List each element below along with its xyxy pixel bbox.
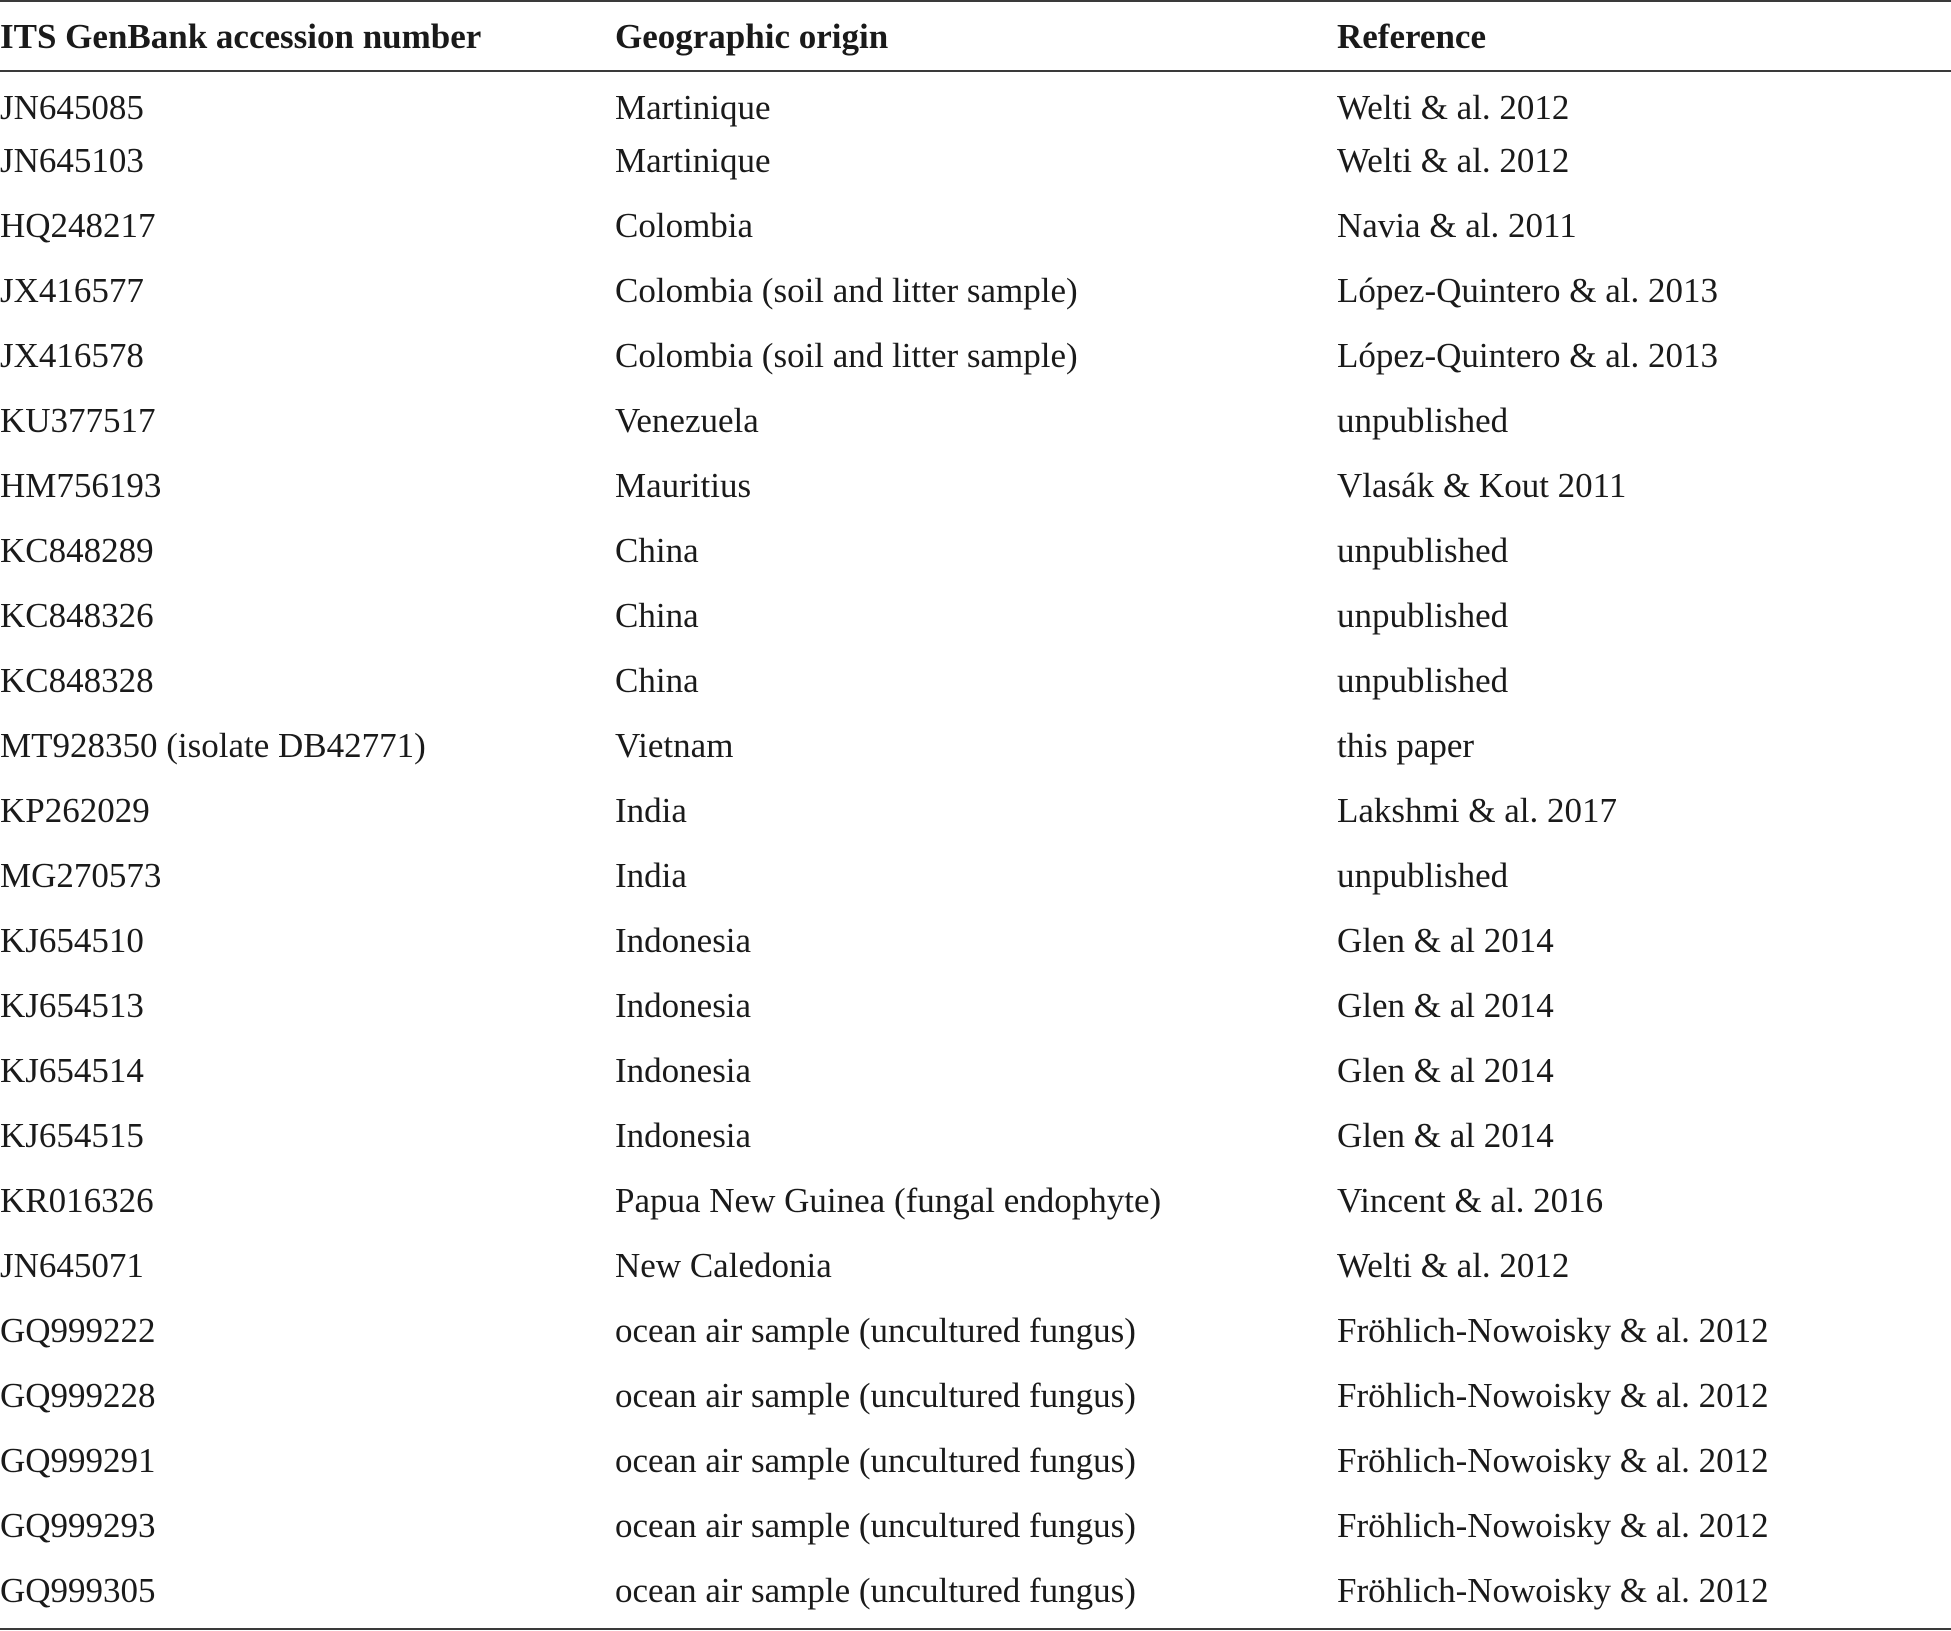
cell-accession: KC848326 xyxy=(0,596,154,635)
cell-reference: this paper xyxy=(1337,726,1475,765)
cell-reference: Glen & al 2014 xyxy=(1337,921,1554,960)
cell-origin: Martinique xyxy=(615,141,771,180)
cell-origin: Colombia (soil and litter sample) xyxy=(615,271,1078,310)
cell-reference: Vincent & al. 2016 xyxy=(1337,1181,1604,1220)
cell-accession: KJ654515 xyxy=(0,1116,144,1155)
cell-origin: China xyxy=(615,661,699,700)
cell-accession: GQ999222 xyxy=(0,1311,156,1350)
cell-accession: KR016326 xyxy=(0,1181,154,1220)
cell-reference: Glen & al 2014 xyxy=(1337,986,1554,1025)
column-header-origin: Geographic origin xyxy=(615,17,889,56)
cell-accession: KP262029 xyxy=(0,791,150,830)
cell-reference: Fröhlich-Nowoisky & al. 2012 xyxy=(1337,1571,1769,1610)
table-row xyxy=(0,853,1951,899)
cell-reference: Glen & al 2014 xyxy=(1337,1051,1554,1090)
cell-origin: Colombia xyxy=(615,206,754,245)
cell-accession: GQ999228 xyxy=(0,1376,156,1415)
cell-origin: ocean air sample (uncultured fungus) xyxy=(615,1571,1136,1610)
cell-accession: JX416577 xyxy=(0,271,144,310)
cell-origin: China xyxy=(615,531,699,570)
table-row xyxy=(0,398,1951,444)
cell-accession: JN645085 xyxy=(0,88,144,127)
cell-origin: India xyxy=(615,856,687,895)
table-row xyxy=(0,333,1951,379)
cell-reference: Welti & al. 2012 xyxy=(1337,88,1570,127)
column-header-accession: ITS GenBank accession number xyxy=(0,17,482,56)
cell-accession: MG270573 xyxy=(0,856,162,895)
cell-accession: KC848328 xyxy=(0,661,154,700)
cell-accession: KJ654514 xyxy=(0,1051,144,1090)
table-row xyxy=(0,203,1951,249)
cell-reference: Welti & al. 2012 xyxy=(1337,141,1570,180)
table-row xyxy=(0,1178,1951,1224)
table-row xyxy=(0,1243,1951,1289)
cell-origin: ocean air sample (uncultured fungus) xyxy=(615,1311,1136,1350)
table-row xyxy=(0,268,1951,314)
cell-accession: MT928350 (isolate DB42771) xyxy=(0,726,426,765)
cell-accession: GQ999293 xyxy=(0,1506,156,1545)
cell-accession: JX416578 xyxy=(0,336,144,375)
table-row xyxy=(0,1113,1951,1159)
cell-accession: KU377517 xyxy=(0,401,156,440)
cell-origin: ocean air sample (uncultured fungus) xyxy=(615,1506,1136,1545)
table-row xyxy=(0,788,1951,834)
cell-accession: KJ654513 xyxy=(0,986,144,1025)
cell-accession: KC848289 xyxy=(0,531,154,570)
table-row xyxy=(0,918,1951,964)
cell-reference: Glen & al 2014 xyxy=(1337,1116,1554,1155)
cell-reference: López-Quintero & al. 2013 xyxy=(1337,271,1719,310)
cell-origin: Colombia (soil and litter sample) xyxy=(615,336,1078,375)
table-row xyxy=(0,593,1951,639)
table-row xyxy=(0,983,1951,1029)
table-row xyxy=(0,658,1951,704)
table-row xyxy=(0,1308,1951,1354)
cell-reference: unpublished xyxy=(1337,401,1509,440)
cell-origin: Indonesia xyxy=(615,986,752,1025)
cell-reference: Lakshmi & al. 2017 xyxy=(1337,791,1617,830)
table-row xyxy=(0,1373,1951,1419)
cell-origin: China xyxy=(615,596,699,635)
cell-accession: HM756193 xyxy=(0,466,162,505)
cell-origin: Venezuela xyxy=(615,401,759,440)
table-row xyxy=(0,1438,1951,1484)
cell-reference: Fröhlich-Nowoisky & al. 2012 xyxy=(1337,1506,1769,1545)
top-rule xyxy=(0,0,1951,2)
cell-reference: unpublished xyxy=(1337,856,1509,895)
cell-reference: López-Quintero & al. 2013 xyxy=(1337,336,1719,375)
table-row xyxy=(0,463,1951,509)
cell-accession: GQ999305 xyxy=(0,1571,156,1610)
cell-reference: unpublished xyxy=(1337,596,1509,635)
cell-reference: unpublished xyxy=(1337,661,1509,700)
cell-accession: JN645071 xyxy=(0,1246,144,1285)
cell-accession: JN645103 xyxy=(0,141,144,180)
header-rule xyxy=(0,70,1951,72)
table-row xyxy=(0,1503,1951,1549)
cell-origin: Indonesia xyxy=(615,1051,752,1090)
cell-reference: Navia & al. 2011 xyxy=(1337,206,1577,245)
cell-origin: Martinique xyxy=(615,88,771,127)
cell-origin: ocean air sample (uncultured fungus) xyxy=(615,1376,1136,1415)
cell-accession: KJ654510 xyxy=(0,921,144,960)
cell-origin: Papua New Guinea (fungal endophyte) xyxy=(615,1181,1162,1220)
table-row xyxy=(0,528,1951,574)
table-row xyxy=(0,1048,1951,1094)
cell-reference: Fröhlich-Nowoisky & al. 2012 xyxy=(1337,1376,1769,1415)
cell-origin: Indonesia xyxy=(615,1116,752,1155)
cell-reference: Fröhlich-Nowoisky & al. 2012 xyxy=(1337,1311,1769,1350)
cell-origin: ocean air sample (uncultured fungus) xyxy=(615,1441,1136,1480)
cell-origin: India xyxy=(615,791,687,830)
column-header-reference: Reference xyxy=(1337,17,1486,56)
cell-origin: Vietnam xyxy=(615,726,734,765)
cell-reference: Welti & al. 2012 xyxy=(1337,1246,1570,1285)
cell-accession: HQ248217 xyxy=(0,206,156,245)
cell-reference: Vlasák & Kout 2011 xyxy=(1337,466,1627,505)
table-row xyxy=(0,138,1951,184)
cell-origin: Indonesia xyxy=(615,921,752,960)
table-header xyxy=(0,14,1951,60)
cell-reference: unpublished xyxy=(1337,531,1509,570)
cell-origin: Mauritius xyxy=(615,466,752,505)
table-row xyxy=(0,85,1951,131)
table-row xyxy=(0,723,1951,769)
cell-origin: New Caledonia xyxy=(615,1246,832,1285)
table-row xyxy=(0,1568,1951,1614)
cell-accession: GQ999291 xyxy=(0,1441,156,1480)
bottom-rule xyxy=(0,1628,1951,1630)
cell-reference: Fröhlich-Nowoisky & al. 2012 xyxy=(1337,1441,1769,1480)
